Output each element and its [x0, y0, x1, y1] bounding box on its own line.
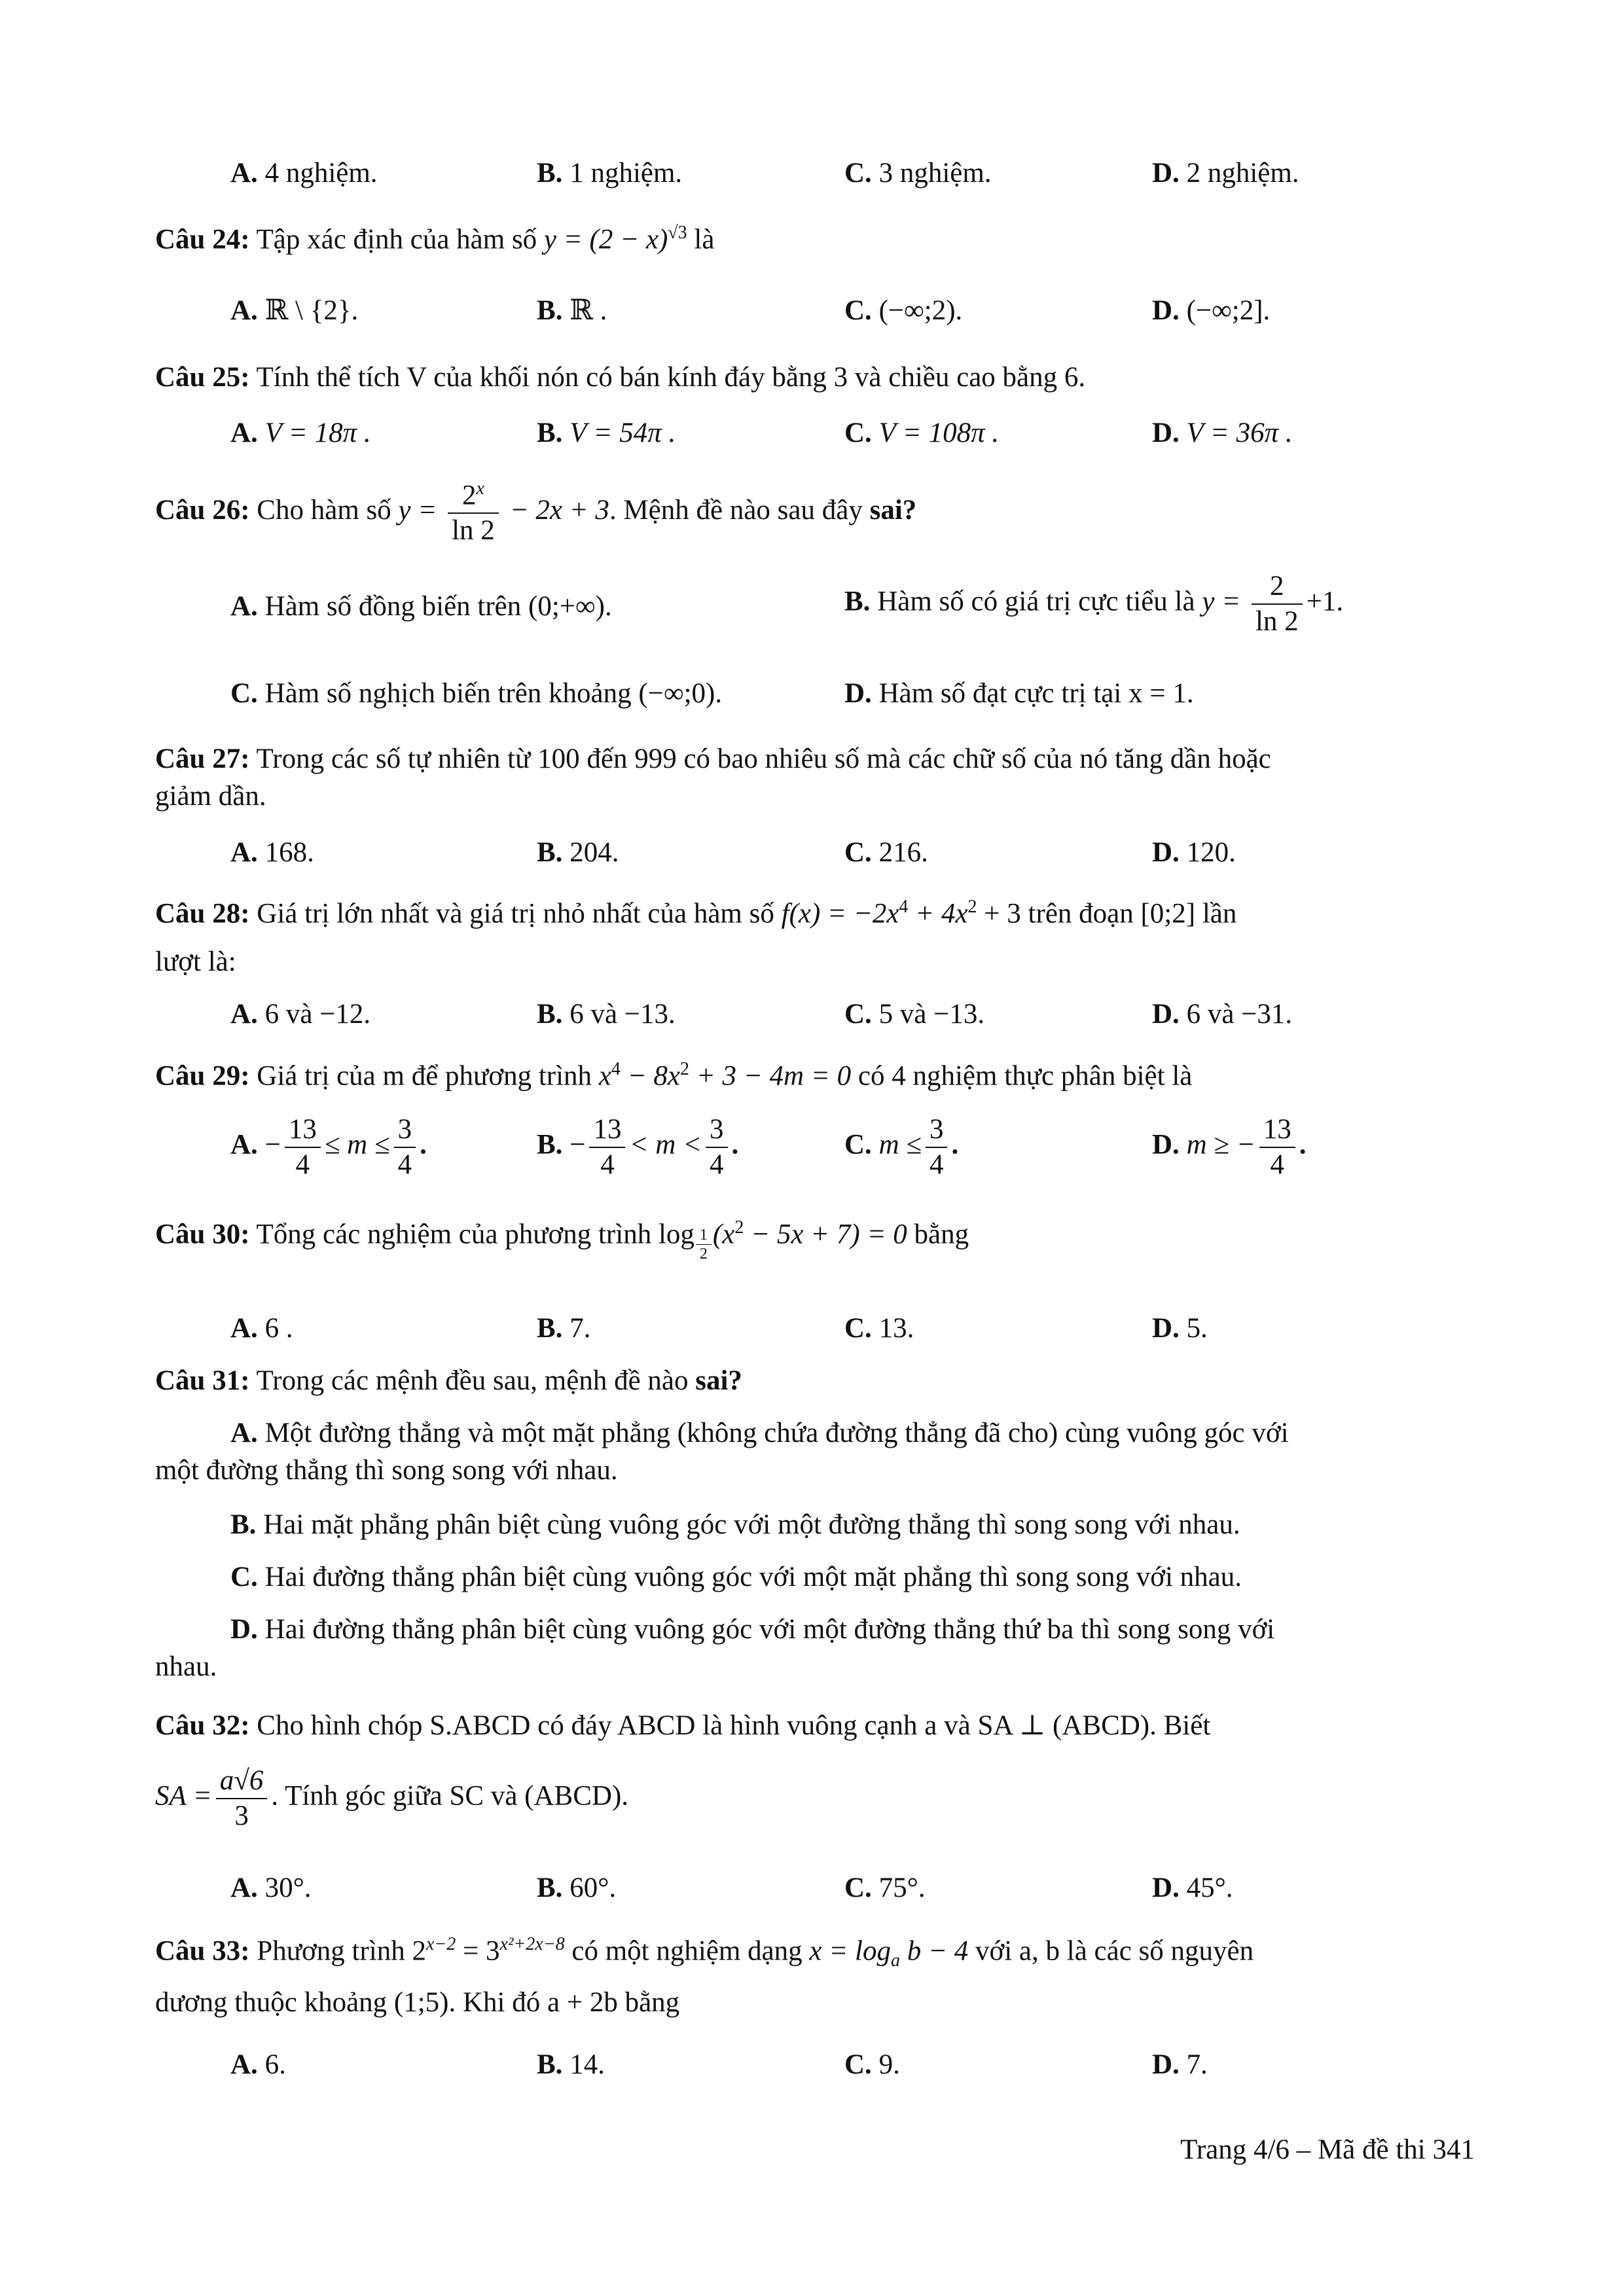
q30-option-a: A. 6 . [230, 1313, 293, 1344]
page-footer: Trang 4/6 – Mã đề thi 341 [1180, 2134, 1475, 2165]
q31-option-a: A. Một đường thẳng và một mặt phẳng (không chứa đường thẳng đã cho) cùng vuông góc với [230, 1418, 1289, 1448]
q28-option-d: D. 6 và −31. [1152, 999, 1293, 1030]
q31-option-c: C. Hai đường thẳng phân biệt cùng vuông góc với một mặt phẳng thì song song với nhau. [230, 1562, 1242, 1592]
q24-option-c: C. (−∞;2). [844, 295, 963, 326]
q32-option-a: A. 30°. [230, 1873, 312, 1903]
q31-option-d: D. Hai đường thẳng phân biệt cùng vuông góc với một đường thẳng thứ ba thì song song với [230, 1614, 1275, 1645]
q23-option-a: A. 4 nghiệm. [230, 158, 378, 188]
q28-option-c: C. 5 và −13. [844, 999, 985, 1030]
q30-option-c: C. 13. [844, 1313, 914, 1344]
q33-stem: Câu 33: Phương trình $2^{x-2} = 3^{x^2+2x-8}$ có một nghiệm dạng $x = \log_a b - 4$ với a, b là các số nguyên [155, 1934, 1254, 1971]
q28-stem-cont: lượt là: [155, 946, 236, 977]
q32-stem-cont: SA = $\frac{a√6}{3}$ . Tính góc giữa SC và (ABCD). [155, 1765, 629, 1831]
q33-option-d: D. 7. [1152, 2049, 1208, 2080]
q29-stem: Câu 29: Giá trị của m để phương trình $x^4 - 8x^2 + 3 - 4m = 0$ có 4 nghiệm thực phân biệt là [155, 1059, 1193, 1092]
q27-option-b: B. 204. [537, 837, 619, 868]
q26-option-a: A. Hàm số đồng biến trên (0;+∞). [230, 591, 612, 622]
q28-stem: Câu 28: Giá trị lớn nhất và giá trị nhỏ nhất của hàm số $f(x) = -2x^4 + 4x^2 + 3$ trên đoạn [0;2] lần [155, 897, 1237, 929]
q26-stem: Câu 26: Cho hàm số y = $\frac{2^x}{\ln 2}$ − 2x + 3. Mệnh đề nào sau đây sai? [155, 478, 917, 546]
q23-option-b: B. 1 nghiệm. [537, 158, 683, 188]
q25-option-c: C. V = 108π . [844, 418, 1000, 448]
q33-option-a: A. 6. [230, 2049, 286, 2080]
q33-option-b: B. 14. [537, 2049, 605, 2080]
q23-option-c: C. 3 nghiệm. [844, 158, 992, 188]
q25-option-b: B. V = 54π . [537, 418, 676, 448]
q29-option-b: B. − $\frac{13}{4}$ < m < $\frac{3}{4}$ . [537, 1114, 739, 1180]
q33-stem-cont: dương thuộc khoảng (1;5). Khi đó a + 2b bằng [155, 1987, 680, 2018]
q27-stem: Câu 27: Trong các số tự nhiên từ 100 đến 999 có bao nhiêu số mà các chữ số của nó tăng dần hoặc [155, 744, 1271, 774]
q27-option-a: A. 168. [230, 837, 314, 868]
q29-option-c: C. m ≤ $\frac{3}{4}$ . [844, 1114, 959, 1180]
q24-option-d: D. (−∞;2]. [1152, 295, 1271, 326]
q28-option-b: B. 6 và −13. [537, 999, 676, 1030]
q26-option-c: C. Hàm số nghịch biến trên khoảng (−∞;0). [230, 678, 723, 709]
q31-option-d-cont: nhau. [155, 1651, 217, 1682]
q31-option-a-cont: một đường thẳng thì song song với nhau. [155, 1455, 618, 1486]
q30-option-d: D. 5. [1152, 1313, 1208, 1344]
q32-option-c: C. 75°. [844, 1873, 926, 1903]
q30-stem: Câu 30: Tổng các nghiệm của phương trình log $\frac{1}{2}$ $(x^2 - 5x + 7) = 0$ bằng [155, 1217, 969, 1263]
q32-stem: Câu 32: Cho hình chóp S.ABCD có đáy ABCD là hình vuông cạnh a và SA ⊥ (ABCD). Biết [155, 1710, 1211, 1741]
q29-option-d: D. m ≥ − $\frac{13}{4}$ . [1152, 1114, 1307, 1180]
q32-option-b: B. 60°. [537, 1873, 617, 1903]
q33-option-c: C. 9. [844, 2049, 900, 2080]
q23-option-d: D. 2 nghiệm. [1152, 158, 1299, 188]
q25-option-a: A. V = 18π . [230, 418, 371, 448]
q31-option-b: B. Hai mặt phẳng phân biệt cùng vuông góc với một đường thẳng thì song song với nhau. [230, 1509, 1240, 1540]
q28-option-a: A. 6 và −12. [230, 999, 371, 1030]
q30-option-b: B. 7. [537, 1313, 591, 1344]
q27-option-c: C. 216. [844, 837, 928, 868]
q25-stem: Câu 25: Tính thể tích V của khối nón có bán kính đáy bằng 3 và chiều cao bằng 6. [155, 362, 1086, 393]
q24-option-a: A. ℝ \ {2}. [230, 295, 359, 326]
q27-stem-cont: giảm dần. [155, 781, 266, 812]
q26-option-d: D. Hàm số đạt cực trị tại x = 1. [844, 678, 1194, 709]
q26-option-b: B. Hàm số có giá trị cực tiểu là y = $\frac{2}{\ln 2}$ +1. [844, 571, 1344, 637]
q25-option-d: D. V = 36π . [1152, 418, 1293, 448]
q31-stem: Câu 31: Trong các mệnh đều sau, mệnh đề nào sai? [155, 1365, 742, 1396]
q29-option-a: A. − $\frac{13}{4}$ ≤ m ≤ $\frac{3}{4}$ . [230, 1114, 427, 1180]
q27-option-d: D. 120. [1152, 837, 1236, 868]
q24-option-b: B. ℝ . [537, 295, 607, 326]
q24-stem: Câu 24: Tập xác định của hàm số $y = (2 - x)^{√3}$ là [155, 223, 715, 255]
q32-option-d: D. 45°. [1152, 1873, 1233, 1903]
